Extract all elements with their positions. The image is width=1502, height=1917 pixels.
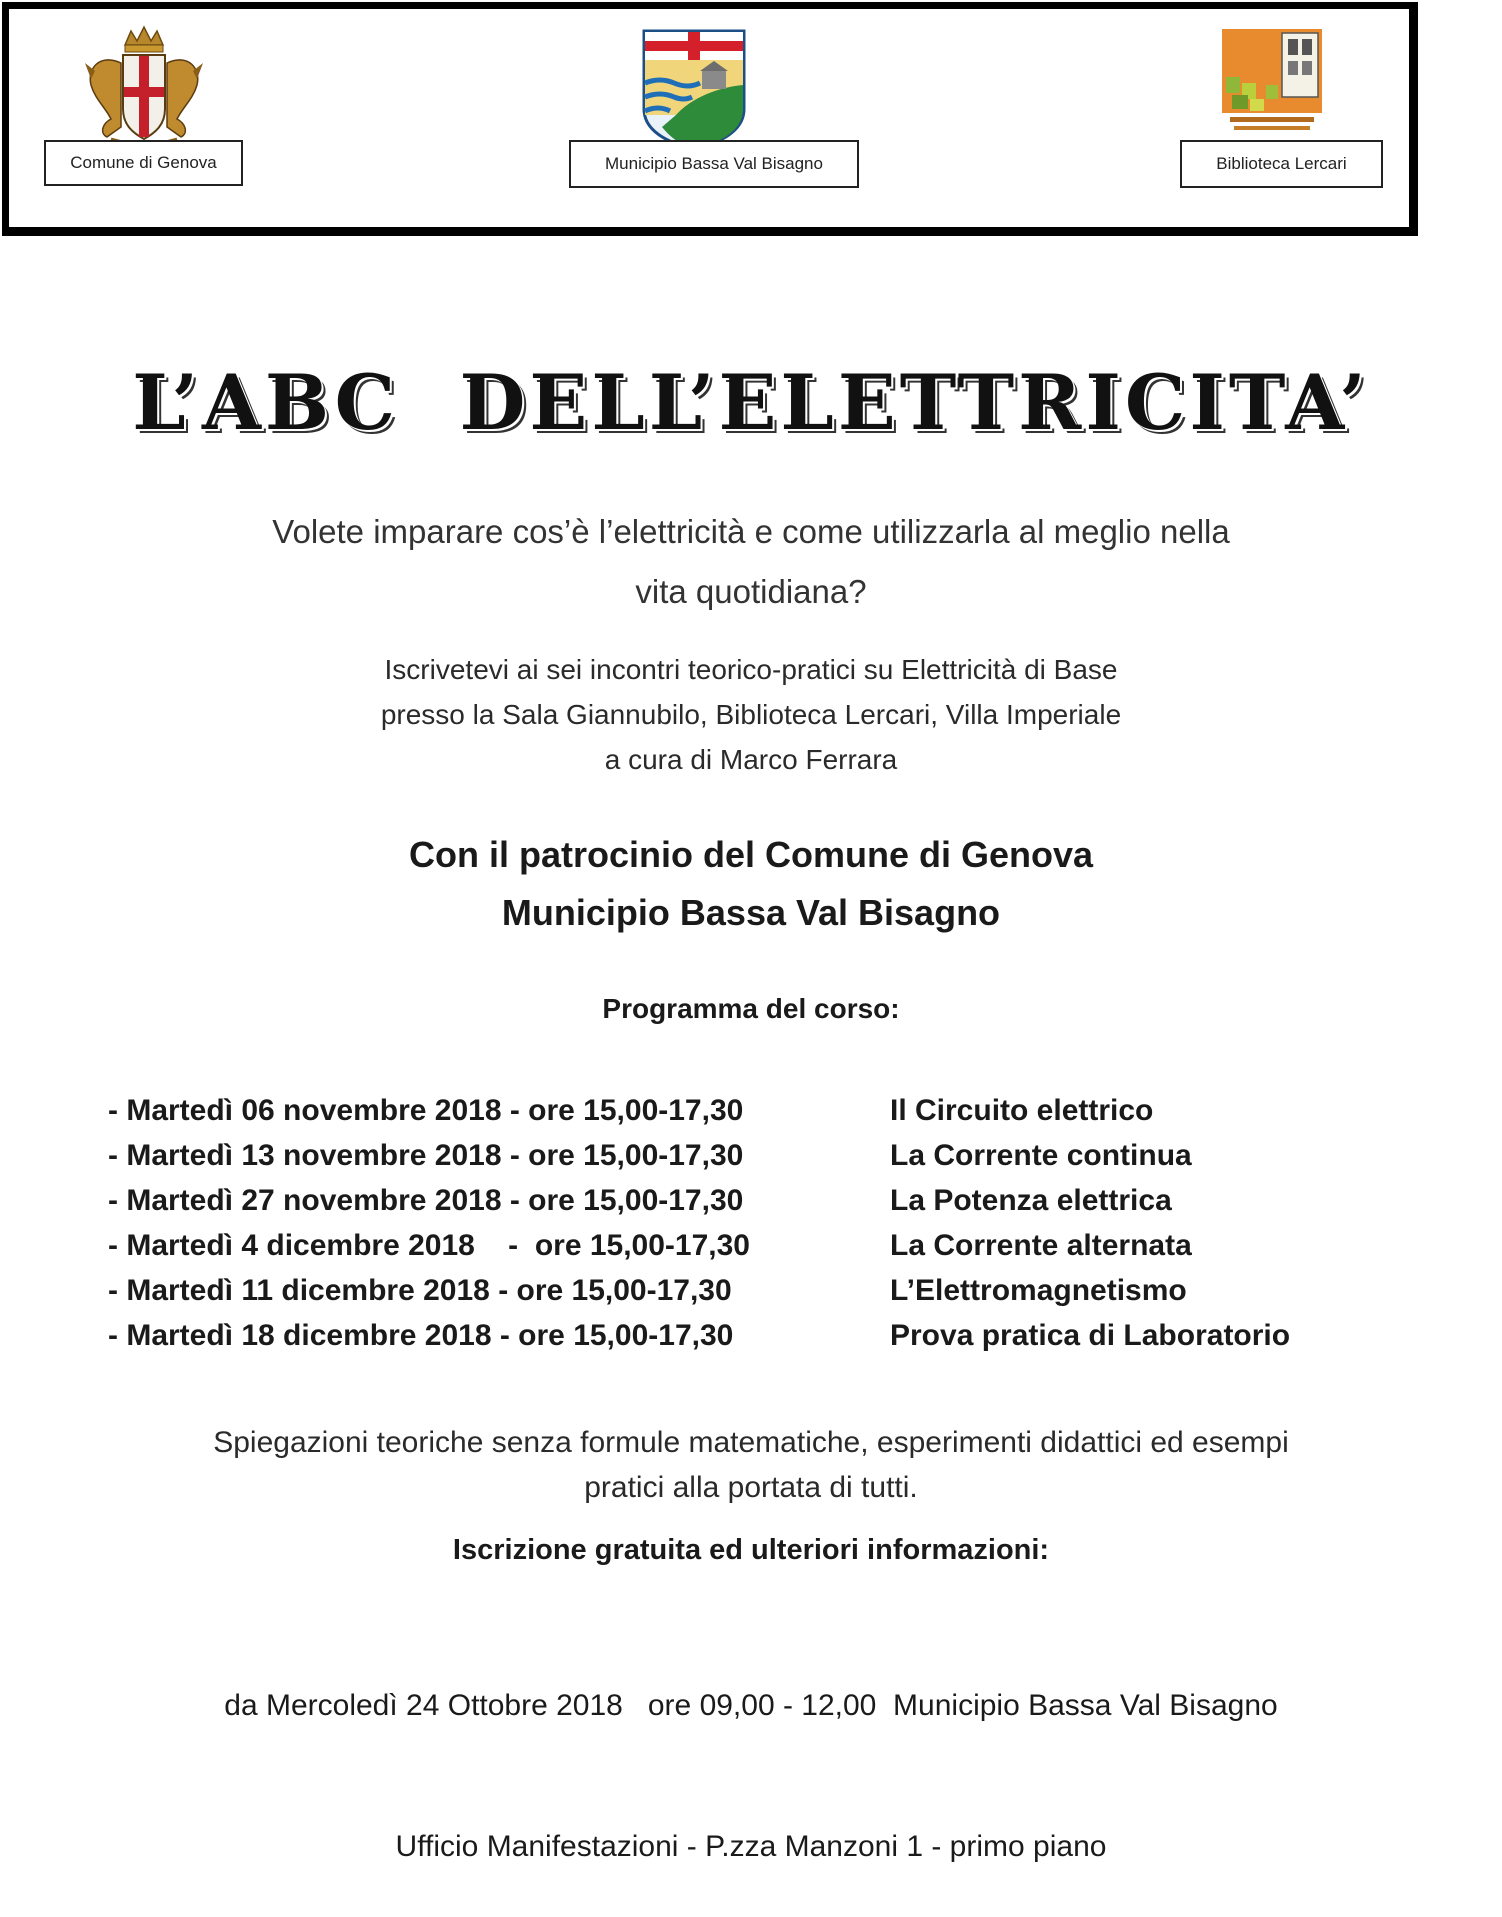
patronage-line: Municipio Bassa Val Bisagno <box>501 892 1001 933</box>
comune-di-genova-label <box>44 140 243 186</box>
schedule-date: - Martedì 13 novembre 2018 - ore 15,00-17,30 <box>108 1139 744 1172</box>
registration-line: Ufficio Manifestazioni - P.zza Manzoni 1 - primo piano <box>395 1830 1107 1863</box>
logo-label-text: Comune di Genova <box>70 153 217 172</box>
biblioteca-lercari-label <box>1180 140 1383 188</box>
schedule-topic: La Potenza elettrica <box>890 1184 1172 1217</box>
intro-paragraph <box>0 647 1502 782</box>
schedule-row <box>108 1139 1438 1184</box>
registration-details <box>0 1588 1502 1917</box>
patronage-block <box>0 826 1502 942</box>
schedule-date: - Martedì 27 novembre 2018 - ore 15,00-17,30 <box>108 1184 744 1217</box>
lead-line: Volete imparare cos’è l’elettricità e come utilizzarla al meglio nella <box>272 513 1230 550</box>
schedule-row <box>108 1274 1438 1319</box>
schedule-topic: Il Circuito elettrico <box>890 1094 1154 1127</box>
registration-line: da Mercoledì 24 Ottobre 2018 ore 09,00 - 12,00 Municipio Bassa Val Bisagno <box>224 1689 1278 1722</box>
schedule-row <box>108 1229 1438 1274</box>
intro-line: a cura di Marco Ferrara <box>604 744 898 775</box>
intro-line: presso la Sala Giannubilo, Biblioteca Lercari, Villa Imperiale <box>380 699 1122 730</box>
patronage-line: Con il patrocinio del Comune di Genova <box>408 834 1094 875</box>
lead-question <box>0 502 1502 622</box>
schedule-list <box>108 1094 1438 1364</box>
genoa-coat-of-arms-icon <box>81 23 207 149</box>
header-logos-box <box>2 2 1418 236</box>
schedule-topic: Prova pratica di Laboratorio <box>890 1319 1291 1352</box>
logo-label-text: Biblioteca Lercari <box>1216 154 1347 173</box>
schedule-row <box>108 1184 1438 1229</box>
schedule-row <box>108 1319 1438 1364</box>
schedule-row <box>108 1094 1438 1139</box>
schedule-date: - Martedì 11 dicembre 2018 - ore 15,00-17,30 <box>108 1274 732 1307</box>
intro-line: Iscrivetevi ai sei incontri teorico-pratici su Elettricità di Base <box>384 654 1118 685</box>
schedule-date: - Martedì 4 dicembre 2018 - ore 15,00-17,30 <box>108 1229 750 1262</box>
logo-label-text: Municipio Bassa Val Bisagno <box>605 154 823 173</box>
biblioteca-logo-icon <box>1222 29 1322 137</box>
schedule-date: - Martedì 06 novembre 2018 - ore 15,00-17,30 <box>108 1094 744 1127</box>
schedule-date: - Martedì 18 dicembre 2018 - ore 15,00-17,30 <box>108 1319 734 1352</box>
explanation-paragraph <box>0 1420 1502 1510</box>
explanation-line: pratici alla portata di tutti. <box>584 1471 918 1504</box>
lead-line: vita quotidiana? <box>635 573 867 610</box>
registration-heading: Iscrizione gratuita ed ulteriori informazioni: <box>452 1534 1050 1566</box>
schedule-topic: La Corrente continua <box>890 1139 1192 1172</box>
schedule-topic: L’Elettromagnetismo <box>890 1274 1187 1307</box>
program-heading: Programma del corso: <box>602 993 900 1024</box>
municipio-shield-icon <box>640 27 748 151</box>
schedule-topic: La Corrente alternata <box>890 1229 1192 1262</box>
explanation-line: Spiegazioni teoriche senza formule matematiche, esperimenti didattici ed esempi <box>213 1426 1289 1459</box>
page-title: L’ABC DELL’ELETTRICITA’ <box>132 358 1370 447</box>
municipio-bassa-val-bisagno-label <box>569 140 859 188</box>
